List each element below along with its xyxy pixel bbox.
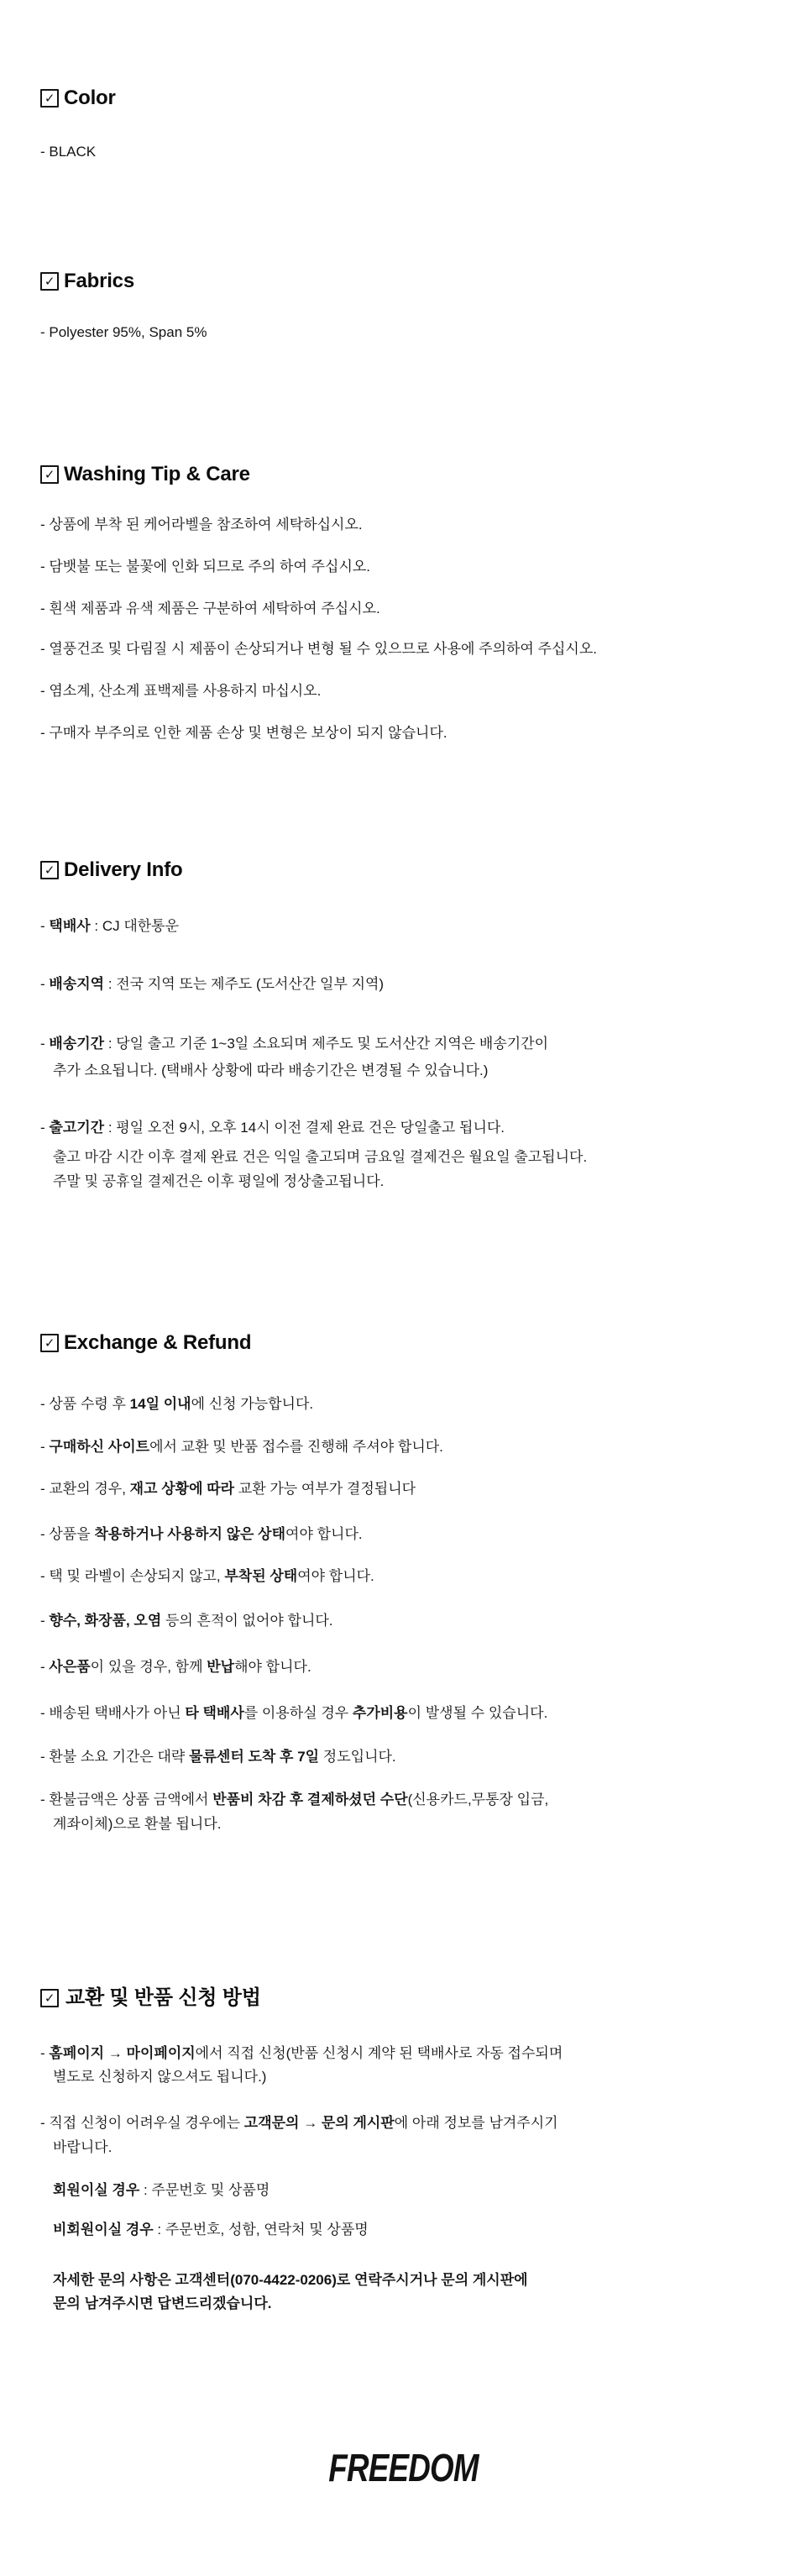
section-heading-washing (40, 463, 806, 486)
refund-method-line1: - 환불금액은 상품 금액에서 반품비 차감 후 결제하셨던 수단(신용카드,무통장 입금, (40, 1792, 549, 1807)
color-value: - BLACK (40, 144, 97, 160)
refund-note-5: - 택 및 라벨이 손상되지 않고, 부착된 상태여야 합니다. (40, 1568, 374, 1584)
section-title-washing: Washing Tip & Care (64, 463, 250, 485)
delivery-period-line2: 추가 소요됩니다. (택배사 상황에 따라 배송기간은 변경될 수 있습니다.) (53, 1062, 489, 1078)
refund-note-1: - 상품 수령 후 14일 이내에 신청 가능합니다. (40, 1396, 314, 1412)
refund-note-8: - 배송된 택배사가 아닌 타 택배사를 이용하실 경우 추가비용이 발생될 수 있습니다. (40, 1705, 548, 1721)
refund-note-9: - 환불 소요 기간은 대략 물류센터 도착 후 7일 정도입니다. (40, 1749, 396, 1765)
refund-note-4: - 상품을 착용하거나 사용하지 않은 상태여야 합니다. (40, 1526, 363, 1542)
delivery-period-line1: - 배송기간 : 당일 출고 기준 1~3일 소요되며 제주도 및 도서산간 지역은 배송기간이 (40, 1036, 549, 1052)
apply-board-line1: - 직접 신청이 어려우실 경우에는 고객문의 → 문의 게시판에 아래 정보를 남겨주시기 (40, 2115, 558, 2131)
care-note-2: - 담뱃불 또는 불꽃에 인화 되므로 주의 하여 주십시오. (40, 559, 371, 574)
section-title-delivery: Delivery Info (64, 858, 183, 881)
refund-note-7: - 사은품이 있을 경우, 함께 반납해야 합니다. (40, 1659, 311, 1675)
delivery-dispatch-line3: 주말 및 공휴일 결제건은 이후 평일에 정상출고됩니다. (53, 1173, 385, 1189)
section-title-exchange: Exchange & Refund (64, 1331, 252, 1354)
apply-board-line2: 바랍니다. (53, 2139, 113, 2155)
delivery-dispatch-line1: - 출고기간 : 평일 오전 9시, 오후 14시 이전 결제 완료 건은 당일출고 됩니다. (40, 1120, 505, 1136)
check-mark-icon: ✓ (44, 467, 55, 482)
contact-notice-line2: 문의 남겨주시면 답변드리겠습니다. (53, 2295, 272, 2311)
refund-note-6: - 향수, 화장품, 오염 등의 흔적이 없어야 합니다. (40, 1613, 333, 1629)
apply-nonmember-info: 비회원이실 경우 : 주문번호, 성함, 연락처 및 상품명 (53, 2222, 369, 2238)
care-note-3: - 흰색 제품과 유색 제품은 구분하여 세탁하여 주십시오. (40, 601, 380, 616)
refund-note-3: - 교환의 경우, 재고 상황에 따라 교환 가능 여부가 결정됩니다 (40, 1481, 416, 1497)
apply-member-info: 회원이실 경우 : 주문번호 및 상품명 (53, 2182, 270, 2198)
apply-homepage-line1: - 홈페이지 → 마이페이지에서 직접 신청(반품 신청시 계약 된 택배사로 자동 접수되며 (40, 2045, 563, 2061)
checkbox-icon (40, 465, 59, 484)
fabrics-value: - Polyester 95%, Span 5% (40, 324, 207, 340)
delivery-region: - 배송지역 : 전국 지역 또는 제주도 (도서산간 일부 지역) (40, 976, 385, 992)
check-mark-icon: ✓ (44, 91, 55, 106)
brand-logo: FREEDOM (327, 2446, 479, 2489)
care-note-1: - 상품에 부착 된 케어라벨을 참조하여 세탁하십시오. (40, 517, 363, 533)
check-mark-icon: ✓ (44, 1991, 55, 2006)
contact-notice-line1: 자세한 문의 사항은 고객센터(070-4422-0206)로 연락주시거나 문의 게시판에 (53, 2272, 528, 2288)
care-note-4: - 열풍건조 및 다림질 시 제품이 손상되거나 변형 될 수 있으므로 사용에 주의하여 주십시오. (40, 641, 597, 657)
checkbox-icon (40, 272, 59, 291)
apply-homepage-line2: 별도로 신청하지 않으셔도 됩니다.) (53, 2069, 267, 2085)
section-heading-exchange (40, 1331, 806, 1355)
checkbox-icon (40, 1989, 59, 2007)
delivery-dispatch-line2: 출고 마감 시간 이후 결제 완료 건은 익일 출고되며 금요일 결제건은 월요일 출고됩니다. (53, 1149, 588, 1165)
section-heading-delivery (40, 858, 806, 882)
care-note-5: - 염소계, 산소계 표백제를 사용하지 마십시오. (40, 683, 322, 699)
section-title-color: Color (64, 87, 116, 109)
brand-logo-container (0, 2447, 806, 2489)
section-heading-method (40, 1986, 806, 2010)
checkbox-icon (40, 89, 59, 108)
check-mark-icon: ✓ (44, 1335, 55, 1351)
section-heading-color (40, 0, 806, 110)
refund-note-2: - 구매하신 사이트에서 교환 및 반품 접수를 진행해 주셔야 합니다. (40, 1439, 443, 1455)
checkbox-icon (40, 861, 59, 879)
check-mark-icon: ✓ (44, 863, 55, 878)
section-heading-fabrics (40, 270, 806, 293)
check-mark-icon: ✓ (44, 274, 55, 289)
care-note-6: - 구매자 부주의로 인한 제품 손상 및 변형은 보상이 되지 않습니다. (40, 725, 447, 741)
delivery-courier: - 택배사 : CJ 대한통운 (40, 918, 180, 934)
section-title-method: 교환 및 반품 신청 방법 (65, 1986, 261, 2009)
refund-method-line2: 계좌이체)으로 환불 됩니다. (53, 1816, 222, 1832)
section-title-fabrics: Fabrics (64, 270, 134, 292)
checkbox-icon (40, 1334, 59, 1352)
